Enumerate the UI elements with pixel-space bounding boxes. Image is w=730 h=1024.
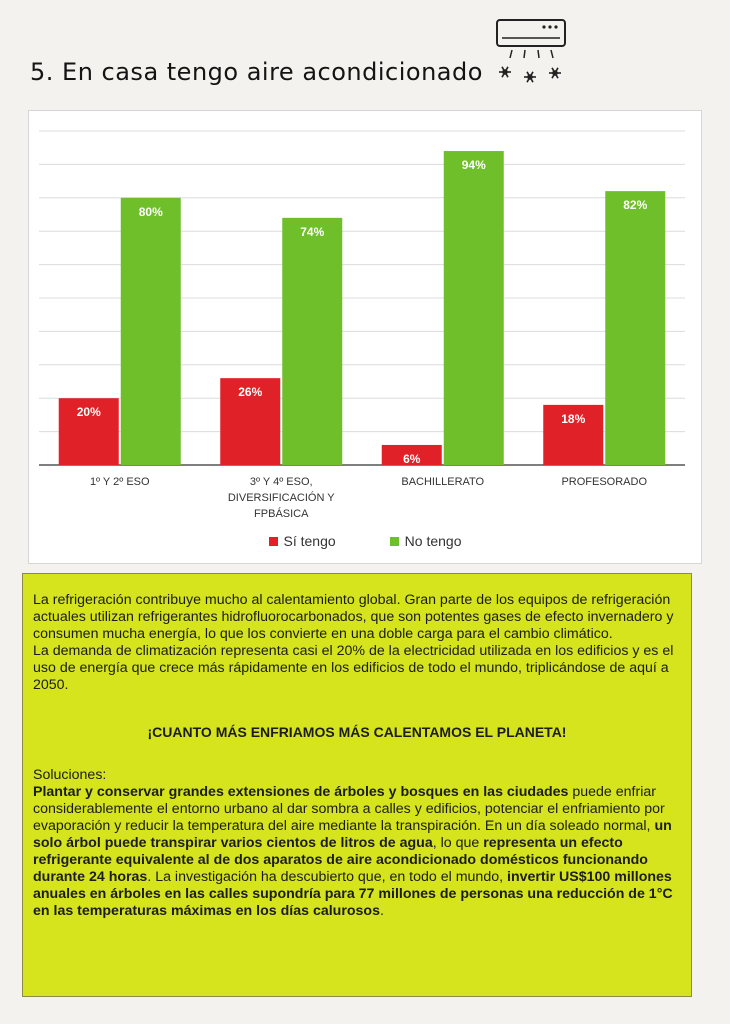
legend-label-no-tengo: No tengo: [404, 533, 462, 549]
x-tick-label: BACHILLERATO: [401, 476, 485, 488]
bar-data-label: 6%: [403, 451, 421, 466]
solutions-text-4: .: [379, 903, 384, 919]
solutions-bold-4: invertir US$100 millones anuales en árboles en las calles supondría para 77 millones de personas una reducción de 1°C en las temperaturas máximas en los días calurosos: [33, 869, 673, 919]
page-title: 5. En casa tengo aire acondicionado: [30, 58, 483, 86]
bar-data-label: 18%: [561, 411, 586, 426]
x-tick-label: PROFESORADO: [561, 476, 648, 488]
solutions-text-2: , lo que: [432, 835, 484, 851]
solutions-text-1: puede enfriar considerablemente el entorno urbano al dar sombra a calles y edificios, potenciar el enfriamiento por evaporación y reducir la temperatura del aire mediante la transpiración. En un día soleado normal,: [33, 784, 665, 834]
bar-data-label: 26%: [238, 385, 263, 400]
solutions-text-3: . La investigación ha descubierto que, en todo el mundo,: [147, 869, 507, 885]
info-paragraph-2: La demanda de climatización representa casi el 20% de la electricidad utilizada en los edificios y es el uso de energía que crece más rápidamente en los edificios de todo el mundo, triplicándose de aquí a 2050.: [33, 643, 674, 693]
legend-item-si-tengo: [269, 533, 336, 549]
x-tick-label: 3º Y 4º ESO,: [249, 476, 313, 488]
solutions-bold-2: un solo árbol puede transpirar varios cientos de litros de agua: [33, 818, 672, 851]
legend-label-si-tengo: Sí tengo: [283, 533, 336, 549]
x-tick-label: FPBÁSICA: [254, 508, 309, 520]
slogan: ¡CUANTO MÁS ENFRIAMOS MÁS CALENTAMOS EL PLANETA!: [147, 724, 567, 740]
solutions-heading: Soluciones:: [33, 767, 107, 783]
bar-data-label: 74%: [300, 224, 325, 239]
bar-data-label: 20%: [76, 405, 101, 420]
bar-no-tengo: [121, 198, 181, 465]
bar-data-label: 80%: [138, 204, 163, 219]
solutions-paragraph: [33, 784, 681, 920]
chart-panel: [28, 110, 702, 564]
chart-legend: [29, 533, 701, 549]
bar-no-tengo: [605, 191, 665, 465]
info-paragraph-1: La refrigeración contribuye mucho al calentamiento global. Gran parte de los equipos de refrigeración actuales utilizan refrigerantes hidrofluorocarbonados, que son potentes gases de efecto invernadero y consumen mucha energía, lo que los convierte en una doble carga para el cambio climático.: [33, 592, 674, 642]
x-tick-label: DIVERSIFICACIÓN Y: [227, 492, 335, 504]
bar-no-tengo: [282, 218, 342, 465]
legend-swatch-no-tengo: [390, 537, 399, 546]
air-conditioner-icon: [492, 14, 572, 88]
bar-chart: [29, 111, 701, 521]
bar-data-label: 94%: [461, 158, 486, 173]
x-tick-label: 1º Y 2º ESO: [89, 476, 150, 488]
solutions-bold-1: Plantar y conservar grandes extensiones de árboles y bosques en las ciudades: [33, 784, 569, 800]
solutions-bold-3: representa un efecto refrigerante equivalente al de dos aparatos de aire acondicionado domésticos funcionando durante 24 horas: [33, 835, 648, 885]
legend-swatch-si-tengo: [269, 537, 278, 546]
info-box: [22, 573, 692, 997]
bar-data-label: 82%: [623, 198, 648, 213]
bar-no-tengo: [444, 151, 504, 465]
legend-item-no-tengo: [390, 533, 462, 549]
